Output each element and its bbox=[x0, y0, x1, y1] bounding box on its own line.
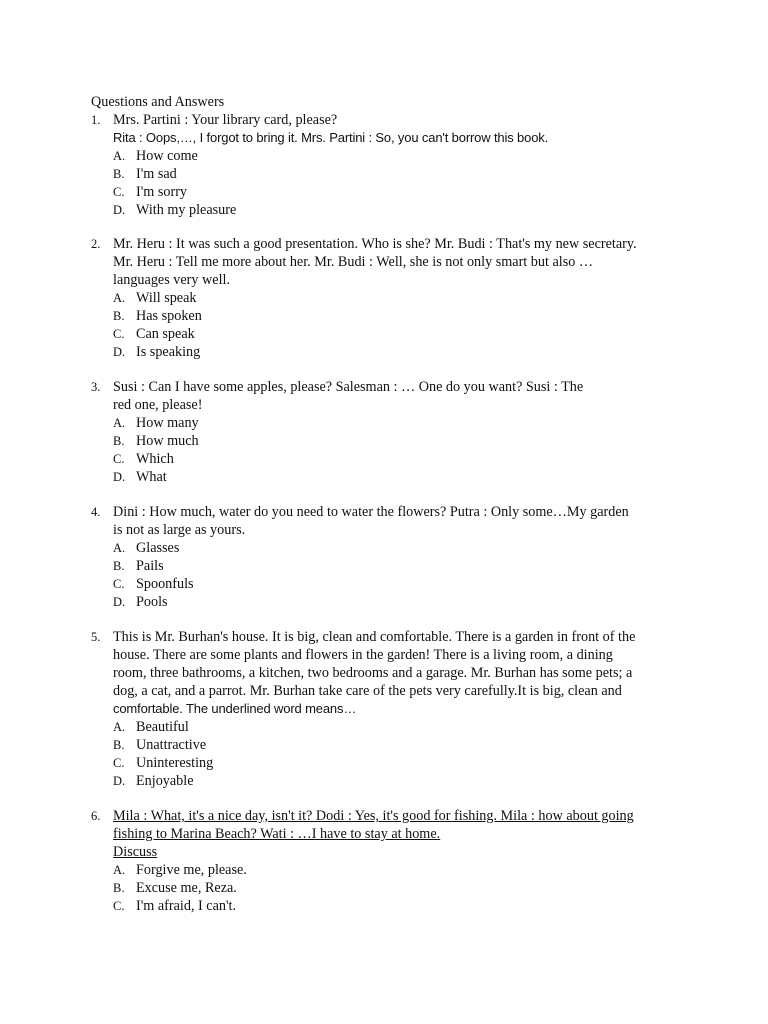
stem-line: red one, please! bbox=[113, 397, 203, 413]
stem-line: room, three bathrooms, a kitchen, two bedrooms and a garage. Mr. Burhan has some pets; a bbox=[113, 665, 633, 681]
option-letter: C. bbox=[113, 327, 125, 341]
option-letter: C. bbox=[113, 577, 125, 591]
option-list bbox=[91, 718, 681, 790]
option-c bbox=[91, 183, 681, 201]
question-number: 6. bbox=[91, 809, 101, 823]
option-letter: C. bbox=[113, 452, 125, 466]
option-c bbox=[91, 897, 681, 915]
option-text: How come bbox=[136, 148, 198, 164]
option-text: Forgive me, please. bbox=[136, 862, 247, 878]
option-d bbox=[91, 772, 681, 790]
option-letter: A. bbox=[113, 416, 126, 430]
page-title: Questions and Answers bbox=[91, 94, 225, 110]
option-text: Glasses bbox=[136, 540, 180, 556]
option-a bbox=[91, 414, 681, 432]
option-c bbox=[91, 575, 681, 593]
option-letter: D. bbox=[113, 774, 126, 788]
option-c bbox=[91, 450, 681, 468]
option-d bbox=[91, 593, 681, 611]
option-list bbox=[91, 861, 681, 915]
stem-line: This is Mr. Burhan's house. It is big, clean and comfortable. There is a garden in front of the bbox=[113, 629, 636, 645]
option-b bbox=[91, 879, 681, 897]
option-a bbox=[91, 289, 681, 307]
option-letter: C. bbox=[113, 756, 125, 770]
question-stem bbox=[91, 807, 681, 861]
option-text: Enjoyable bbox=[136, 773, 194, 789]
option-d bbox=[91, 201, 681, 219]
option-text: Spoonfuls bbox=[136, 576, 194, 592]
option-b bbox=[91, 307, 681, 325]
stem-line: Rita : Oops,…, I forgot to bring it. Mrs. Partini : So, you can't borrow this book. bbox=[113, 130, 549, 145]
question-number: 3. bbox=[91, 380, 101, 394]
option-text: I'm sad bbox=[136, 166, 177, 182]
option-a bbox=[91, 147, 681, 165]
question-2 bbox=[91, 235, 681, 361]
stem-line: house. There are some plants and flowers in the garden! There is a living room, a dining bbox=[113, 647, 613, 663]
question-5 bbox=[91, 628, 681, 790]
stem-line: dog, a cat, and a parrot. Mr. Burhan take care of the pets very carefully.It is big, clean and bbox=[113, 683, 622, 699]
option-b bbox=[91, 432, 681, 450]
option-a bbox=[91, 861, 681, 879]
option-a bbox=[91, 539, 681, 557]
option-text: Beautiful bbox=[136, 719, 189, 735]
option-text: What bbox=[136, 469, 167, 485]
question-stem bbox=[91, 111, 681, 147]
option-letter: B. bbox=[113, 434, 125, 448]
option-letter: B. bbox=[113, 309, 125, 323]
option-letter: B. bbox=[113, 559, 125, 573]
option-letter: A. bbox=[113, 291, 126, 305]
option-letter: B. bbox=[113, 881, 125, 895]
question-stem bbox=[91, 378, 681, 414]
option-letter: D. bbox=[113, 470, 126, 484]
option-letter: A. bbox=[113, 863, 126, 877]
option-text: Excuse me, Reza. bbox=[136, 880, 237, 896]
question-number: 4. bbox=[91, 505, 101, 519]
question-stem bbox=[91, 235, 681, 289]
question-1 bbox=[91, 111, 681, 219]
option-text: Can speak bbox=[136, 326, 195, 342]
stem-line: Mila : What, it's a nice day, isn't it? Dodi : Yes, it's good for fishing. Mila : how about going bbox=[113, 808, 634, 824]
option-c bbox=[91, 754, 681, 772]
question-number: 5. bbox=[91, 630, 101, 644]
option-text: How much bbox=[136, 433, 199, 449]
stem-line: fishing to Marina Beach? Wati : …I have to stay at home. bbox=[113, 826, 441, 842]
option-letter: A. bbox=[113, 541, 126, 555]
option-b bbox=[91, 736, 681, 754]
option-letter: D. bbox=[113, 203, 126, 217]
stem-line: Mr. Heru : It was such a good presentation. Who is she? Mr. Budi : That's my new secretary. bbox=[113, 236, 637, 252]
option-d bbox=[91, 343, 681, 361]
option-text: Has spoken bbox=[136, 308, 202, 324]
option-a bbox=[91, 718, 681, 736]
option-letter: D. bbox=[113, 595, 126, 609]
question-number: 1. bbox=[91, 113, 101, 127]
option-text: Pails bbox=[136, 558, 164, 574]
stem-line: is not as large as yours. bbox=[113, 522, 246, 538]
option-text: I'm afraid, I can't. bbox=[136, 898, 237, 914]
stem-line: comfortable. The underlined word means… bbox=[113, 701, 357, 716]
stem-line: Dini : How much, water do you need to water the flowers? Putra : Only some…My garden bbox=[113, 504, 629, 520]
question-stem bbox=[91, 628, 681, 718]
option-letter: B. bbox=[113, 167, 125, 181]
option-text: Will speak bbox=[136, 290, 197, 306]
stem-line: Discuss bbox=[113, 844, 158, 860]
option-b bbox=[91, 165, 681, 183]
stem-line: Mrs. Partini : Your library card, please? bbox=[113, 112, 338, 128]
option-b bbox=[91, 557, 681, 575]
question-6 bbox=[91, 807, 681, 915]
option-letter: A. bbox=[113, 720, 126, 734]
option-list bbox=[91, 289, 681, 361]
option-list bbox=[91, 414, 681, 486]
option-text: With my pleasure bbox=[136, 202, 237, 218]
option-text: Pools bbox=[136, 594, 168, 610]
option-letter: C. bbox=[113, 185, 125, 199]
stem-line: languages very well. bbox=[113, 272, 231, 288]
question-stem bbox=[91, 503, 681, 539]
option-c bbox=[91, 325, 681, 343]
option-text: How many bbox=[136, 415, 199, 431]
option-letter: B. bbox=[113, 738, 125, 752]
stem-line: Susi : Can I have some apples, please? Salesman : … One do you want? Susi : The bbox=[113, 379, 584, 395]
option-letter: C. bbox=[113, 899, 125, 913]
option-text: Which bbox=[136, 451, 174, 467]
question-4 bbox=[91, 503, 681, 611]
question-number: 2. bbox=[91, 237, 101, 251]
option-letter: D. bbox=[113, 345, 126, 359]
option-text: Is speaking bbox=[136, 344, 201, 360]
option-d bbox=[91, 468, 681, 486]
question-3 bbox=[91, 378, 681, 486]
option-text: Unattractive bbox=[136, 737, 207, 753]
stem-line: Mr. Heru : Tell me more about her. Mr. Budi : Well, she is not only smart but also … bbox=[113, 254, 594, 270]
option-list bbox=[91, 147, 681, 219]
option-text: Uninteresting bbox=[136, 755, 214, 771]
option-letter: A. bbox=[113, 149, 126, 163]
option-list bbox=[91, 539, 681, 611]
option-text: I'm sorry bbox=[136, 184, 188, 200]
